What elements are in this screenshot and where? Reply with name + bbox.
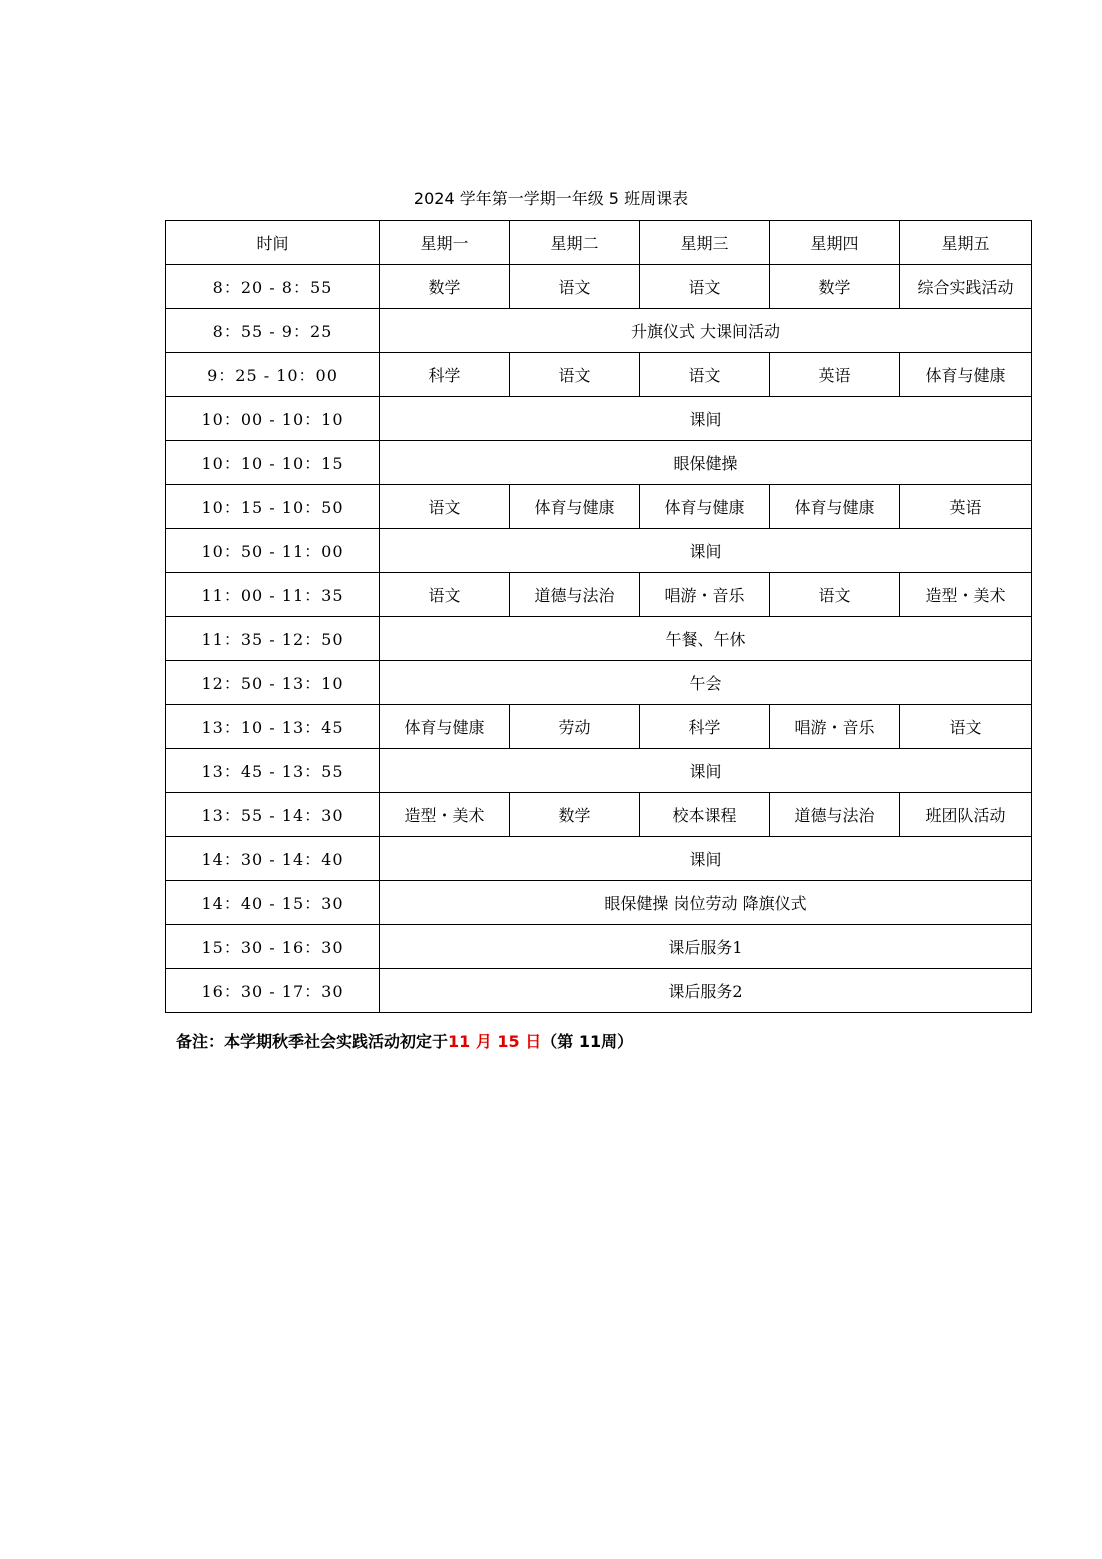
class-cell: 科学	[640, 705, 770, 749]
table-row	[166, 441, 1032, 485]
table-row	[166, 881, 1032, 925]
time-cell: 11：00 - 11：35	[166, 573, 380, 617]
activity-span-cell: 眼保健操 岗位劳动 降旗仪式	[380, 881, 1032, 925]
weekly-schedule-table	[165, 220, 1032, 1013]
table-row	[166, 705, 1032, 749]
class-cell: 科学	[380, 353, 510, 397]
time-cell: 13：45 - 13：55	[166, 749, 380, 793]
class-cell: 造型・美术	[380, 793, 510, 837]
activity-span-cell: 升旗仪式 大课间活动	[380, 309, 1032, 353]
note-suffix: （第 11周）	[541, 1032, 634, 1051]
note-prefix: 备注：本学期秋季社会实践活动初定于	[176, 1032, 449, 1051]
activity-span-cell: 课间	[380, 529, 1032, 573]
class-cell: 体育与健康	[900, 353, 1032, 397]
time-cell: 13：55 - 14：30	[166, 793, 380, 837]
time-cell: 12：50 - 13：10	[166, 661, 380, 705]
activity-span-cell: 午会	[380, 661, 1032, 705]
class-cell: 语文	[510, 265, 640, 309]
activity-span-cell: 课间	[380, 837, 1032, 881]
time-cell: 8：20 - 8：55	[166, 265, 380, 309]
class-cell: 综合实践活动	[900, 265, 1032, 309]
table-row	[166, 837, 1032, 881]
class-cell: 语文	[380, 573, 510, 617]
class-cell: 道德与法治	[770, 793, 900, 837]
class-cell: 校本课程	[640, 793, 770, 837]
header-friday: 星期五	[900, 221, 1032, 265]
activity-span-cell: 课间	[380, 749, 1032, 793]
class-cell: 唱游・音乐	[640, 573, 770, 617]
time-cell: 13：10 - 13：45	[166, 705, 380, 749]
time-cell: 10：50 - 11：00	[166, 529, 380, 573]
time-cell: 10：15 - 10：50	[166, 485, 380, 529]
activity-span-cell: 午餐、午休	[380, 617, 1032, 661]
class-cell: 语文	[640, 353, 770, 397]
table-row	[166, 485, 1032, 529]
class-cell: 数学	[510, 793, 640, 837]
class-cell: 英语	[900, 485, 1032, 529]
activity-span-cell: 课间	[380, 397, 1032, 441]
table-row	[166, 529, 1032, 573]
header-time: 时间	[166, 221, 380, 265]
activity-span-cell: 课后服务1	[380, 925, 1032, 969]
class-cell: 体育与健康	[510, 485, 640, 529]
class-cell: 语文	[770, 573, 900, 617]
class-cell: 体育与健康	[770, 485, 900, 529]
table-row	[166, 353, 1032, 397]
header-wednesday: 星期三	[640, 221, 770, 265]
time-cell: 9：25 - 10：00	[166, 353, 380, 397]
activity-span-cell: 眼保健操	[380, 441, 1032, 485]
header-row	[166, 221, 1032, 265]
class-cell: 数学	[380, 265, 510, 309]
class-cell: 体育与健康	[380, 705, 510, 749]
note-date-highlight: 11 月 15 日	[448, 1032, 542, 1051]
table-row	[166, 617, 1032, 661]
table-row	[166, 309, 1032, 353]
time-cell: 11：35 - 12：50	[166, 617, 380, 661]
class-cell: 语文	[640, 265, 770, 309]
table-row	[166, 661, 1032, 705]
table-row	[166, 573, 1032, 617]
class-cell: 造型・美术	[900, 573, 1032, 617]
table-row	[166, 397, 1032, 441]
schedule-body	[166, 221, 1032, 1013]
activity-span-cell: 课后服务2	[380, 969, 1032, 1013]
time-cell: 10：00 - 10：10	[166, 397, 380, 441]
table-row	[166, 265, 1032, 309]
class-cell: 英语	[770, 353, 900, 397]
header-monday: 星期一	[380, 221, 510, 265]
time-cell: 10：10 - 10：15	[166, 441, 380, 485]
class-cell: 班团队活动	[900, 793, 1032, 837]
schedule-title: 2024 学年第一学期一年级 5 班周课表	[413, 189, 689, 208]
class-cell: 体育与健康	[640, 485, 770, 529]
table-row	[166, 793, 1032, 837]
header-tuesday: 星期二	[510, 221, 640, 265]
time-cell: 16：30 - 17：30	[166, 969, 380, 1013]
time-cell: 8：55 - 9：25	[166, 309, 380, 353]
class-cell: 道德与法治	[510, 573, 640, 617]
time-cell: 15：30 - 16：30	[166, 925, 380, 969]
time-cell: 14：40 - 15：30	[166, 881, 380, 925]
header-thursday: 星期四	[770, 221, 900, 265]
table-row	[166, 749, 1032, 793]
class-cell: 语文	[900, 705, 1032, 749]
class-cell: 语文	[510, 353, 640, 397]
remark-note	[176, 1029, 633, 1052]
class-cell: 语文	[380, 485, 510, 529]
table-row	[166, 969, 1032, 1013]
time-cell: 14：30 - 14：40	[166, 837, 380, 881]
table-row	[166, 925, 1032, 969]
class-cell: 唱游・音乐	[770, 705, 900, 749]
class-cell: 劳动	[510, 705, 640, 749]
class-cell: 数学	[770, 265, 900, 309]
